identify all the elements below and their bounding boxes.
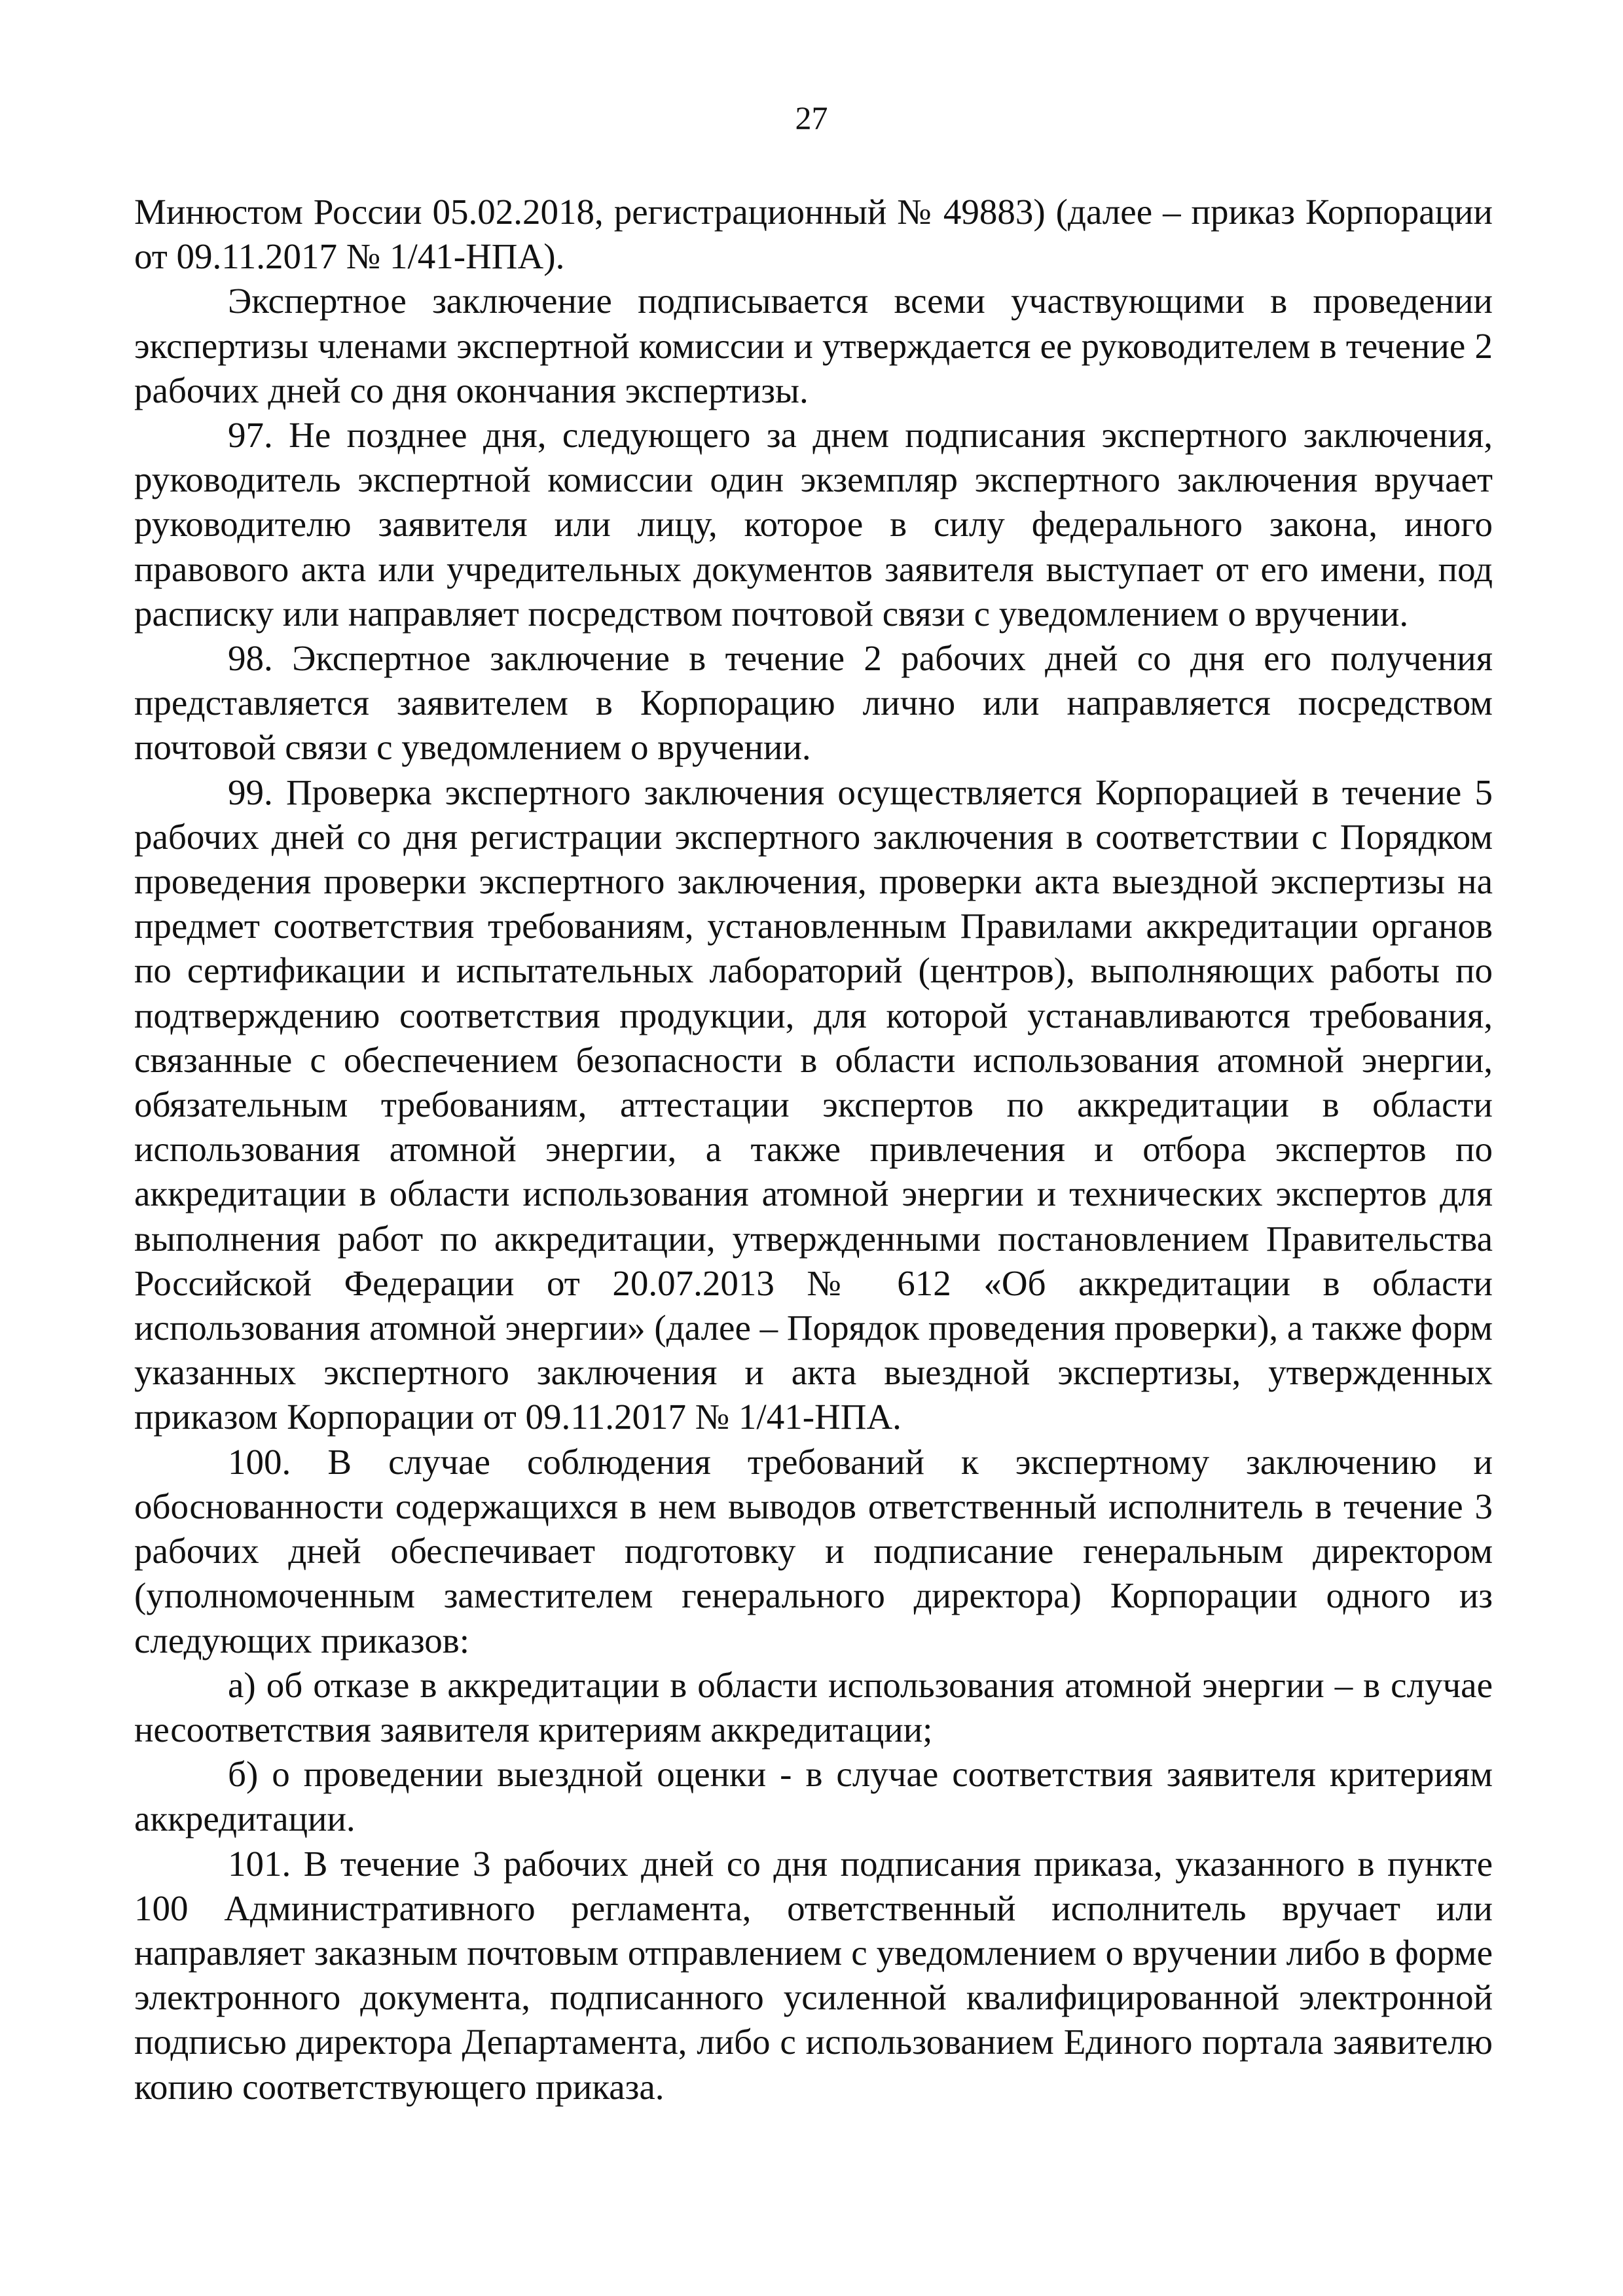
page-number: 27 <box>795 99 828 136</box>
paragraph-98: 98. Экспертное заключение в течение 2 рабочих дней со дня его получения представляется заявителем в Корпорацию лично или направляется посредством почтовой связи с уведомлением о вручении. <box>134 638 1493 768</box>
paragraph-expert-conclusion-signing: Экспертное заключение подписывается всеми участвующими в проведении экспертизы членами экспертной комиссии и утверждается ее руководителем в течение 2 рабочих дней со дня окончания экспертизы. <box>134 281 1493 410</box>
paragraph-100-item-a: а) об отказе в аккредитации в области использования атомной энергии – в случае несоответствия заявителя критериям аккредитации; <box>134 1664 1493 1749</box>
document-body <box>134 190 1493 2109</box>
paragraph-100-item-b: б) о проведении выездной оценки - в случае соответствия заявителя критериям аккредитации. <box>134 1754 1493 1839</box>
paragraph-continuation: Минюстом России 05.02.2018, регистрационный № 49883) (далее – приказ Корпорации от 09.11.2017 № 1/41-НПА). <box>134 192 1493 277</box>
paragraph-100: 100. В случае соблюдения требований к экспертному заключению и обоснованности содержащихся в нем выводов ответственный исполнитель в течение 3 рабочих дней обеспечивает подготовку и подписание генеральным директором (уполномоченным заместителем генерального директора) Корпорации одного из следующих приказов: <box>134 1441 1493 1660</box>
paragraph-99: 99. Проверка экспертного заключения осуществляется Корпорацией в течение 5 рабочих дней со дня регистрации экспертного заключения в соответствии с Порядком проведения проверки экспертного заключения, проверки акта выездной экспертизы на предмет соответствия требованиям, установленным Правилами аккредитации органов по сертификации и испытательных лабораторий (центров), выполняющих работы по подтверждению соответствия продукции, для которой устанавливаются требования, связанные с обеспечением безопасности в области использования атомной энергии, обязательным требованиям, аттестации экспертов по аккредитации в области использования атомной энергии, а также привлечения и отбора экспертов по аккредитации в области использования атомной энергии и технических экспертов для выполнения работ по аккредитации, утвержденными постановлением Правительства Российской Федерации от 20.07.2013 № 612 «Об аккредитации в области использования атомной энергии» (далее – Порядок проведения проверки), а также форм указанных экспертного заключения и акта выездной экспертизы, утвержденных приказом Корпорации от 09.11.2017 № 1/41-НПА. <box>134 772 1493 1437</box>
paragraph-101: 101. В течение 3 рабочих дней со дня подписания приказа, указанного в пункте 100 Административного регламента, ответственный исполнитель вручает или направляет заказным почтовым отправлением с уведомлением о вручении либо в форме электронного документа, подписанного усиленной квалифицированной электронной подписью директора Департамента, либо с использованием Единого портала заявителю копию соответствующего приказа. <box>134 1843 1493 2107</box>
paragraph-97: 97. Не позднее дня, следующего за днем подписания экспертного заключения, руководитель экспертной комиссии один экземпляр экспертного заключения вручает руководителю заявителя или лицу, которое в силу федерального закона, иного правового акта или учредительных документов заявителя выступает от его имени, под расписку или направляет посредством почтовой связи с уведомлением о вручении. <box>134 415 1493 634</box>
